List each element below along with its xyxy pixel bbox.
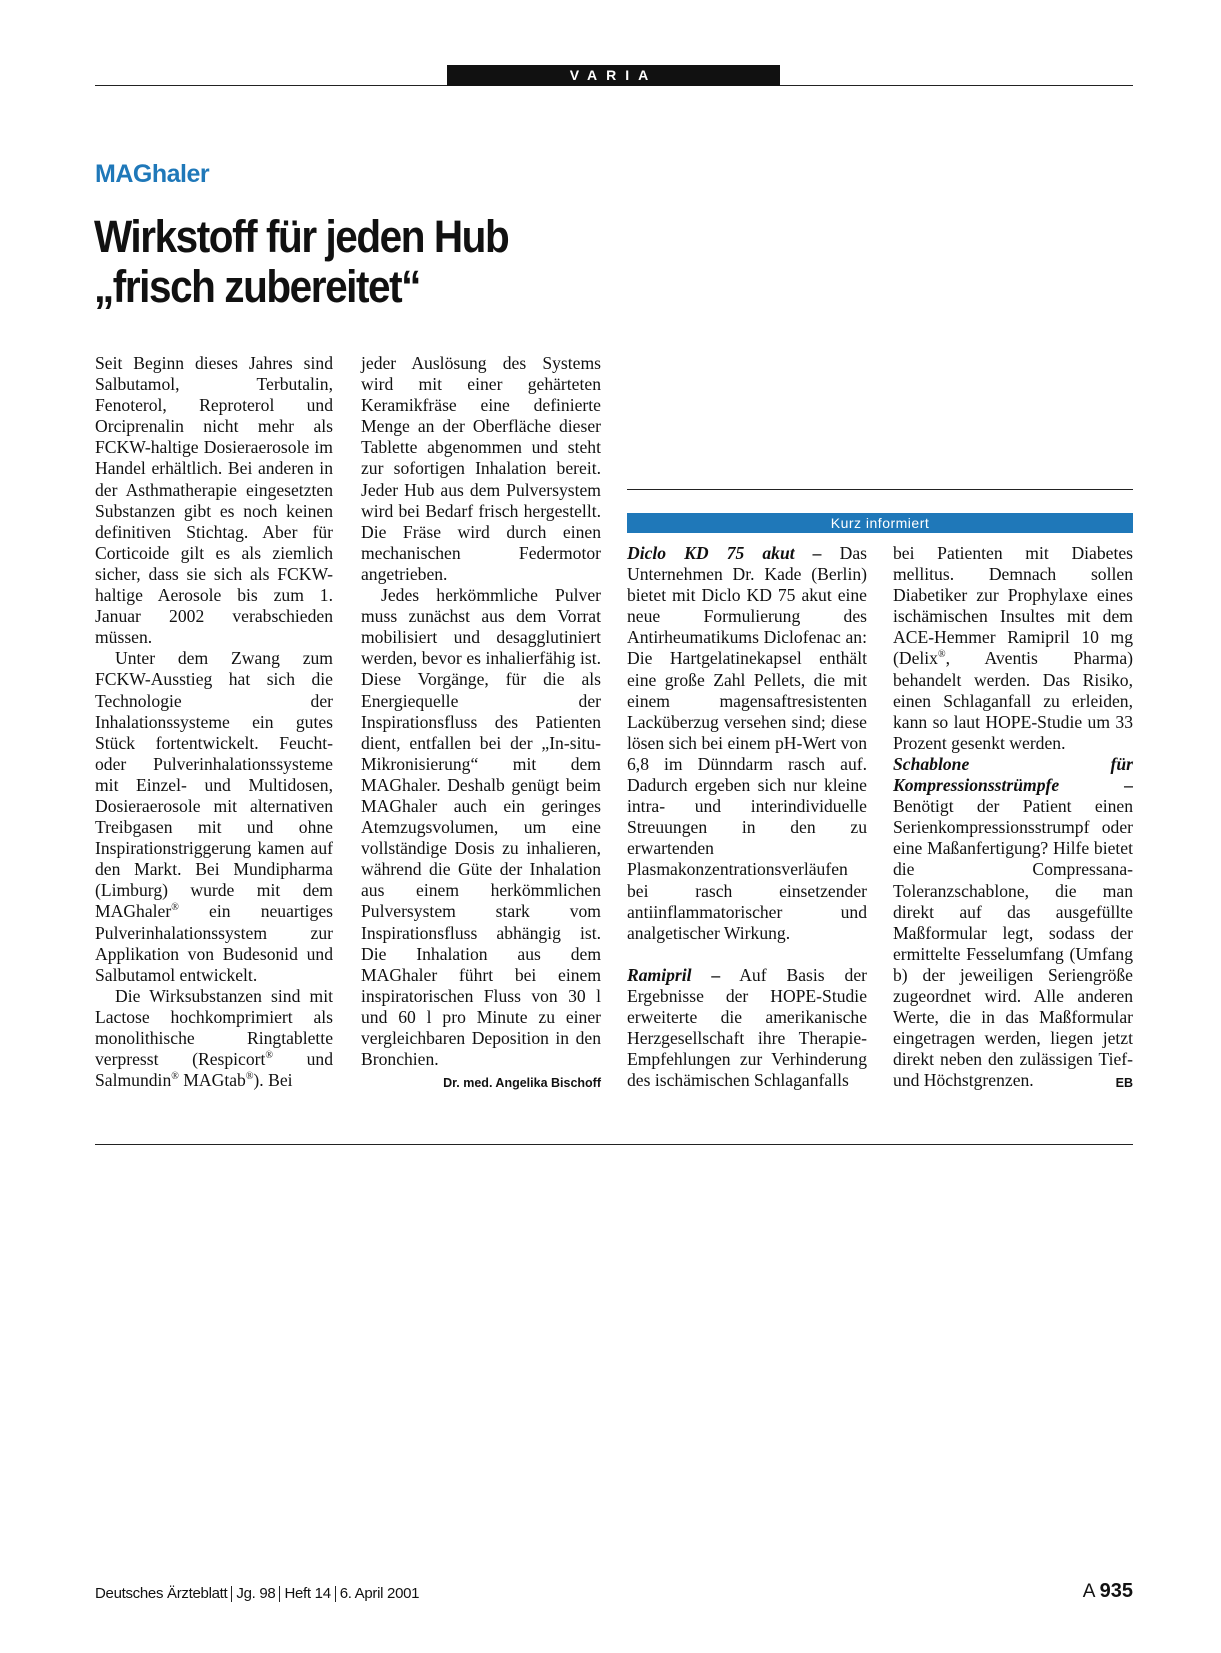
news-item-diclo: Diclo KD 75 akut – Das Unternehmen Dr. Kade (Berlin) bietet mit Diclo KD 75 akut eine neue Formulierung des Antirheumatikums Diclofenac an: Die Hartgelatinekapsel enthält eine große Zahl Pellets, die mit einem magensaftresistenten Lacküberzug versehen sind; diese lösen sich bei einem pH-Wert von 6,8 im Dünndarm rasch auf. Dadurch ergeben sich nur kleine intra- und interindividuelle Streuungen in den zu erwartenden Plasmakonzentrationsverläufen bei rasch einsetzender antiinflammatorischer und analgetischer Wirkung.: [627, 543, 867, 943]
sidebar-top-rule: [627, 489, 1133, 490]
issue: Heft 14: [284, 1585, 331, 1602]
headline-line-1: Wirkstoff für jeden Hub: [94, 211, 509, 262]
signature: EB: [1115, 1076, 1133, 1091]
article-kicker: MAGhaler: [95, 160, 210, 188]
issue-date: 6. April 2001: [339, 1585, 420, 1602]
sidebar-column-1: [627, 543, 867, 1091]
page-number: A 935: [1082, 1580, 1133, 1602]
footer-citation: [95, 1585, 419, 1602]
sidebar-title: Kurz informiert: [627, 513, 1133, 533]
news-item-schablone: Schablone für Kompressionsstrümpfe – Benötigt der Patient einen Serienkompressionsstrumpf oder eine Maßanfertigung? Hilfe bietet die Compressana-Toleranzschablone, die man direkt auf das ausgefüllte Maßformular legt, sodass der ermittelte Fesselumfang (Umfang b) der jeweiligen Seriengröße zugeordnet wird. Alle anderen Werte, die in das Maßformular eingetragen werden, liegen jetzt direkt neben den zulässigen Tief- und Höchstgrenzen. EB: [893, 754, 1133, 1092]
headline-line-2: „frisch zubereitet“: [94, 261, 420, 312]
registered-mark: ®: [171, 1071, 179, 1083]
volume: Jg. 98: [236, 1585, 276, 1602]
author-byline: Dr. med. Angelika Bischoff: [443, 1076, 601, 1091]
paragraph: Seit Beginn dieses Jahres sind Salbutamol, Terbutalin, Fenoterol, Reproterol und Orciprenalin nicht mehr als FCKW-haltige Dosieraerosole im Handel erhältlich. Bei anderen in der Asthmatherapie eingesetzten Substanzen gibt es noch keinen definitiven Stichtag. Aber für Corticoide gilt es als ziemlich sicher, dass sie sich als FCKW-haltige Aerosole bis zum 1. Januar 2002 verabschieden müssen.: [95, 353, 333, 648]
news-item-ramipril-continued: bei Patienten mit Diabetes mellitus. Demnach sollen Diabetiker zur Prophylaxe eines ischämischen Insultes mit dem ACE-Hemmer Ramipril 10 mg (Delix®, Aventis Pharma) behandelt werden. Das Risiko, einen Schlaganfall zu erleiden, kann so laut HOPE-Studie um 33 Prozent gesenkt werden.: [893, 543, 1134, 753]
registered-mark: ®: [265, 1050, 274, 1062]
journal-name: Deutsches Ärzteblatt: [95, 1585, 228, 1602]
article-headline: [94, 212, 598, 312]
article-column-2: [361, 353, 601, 1094]
paragraph: Unter dem Zwang zum FCKW-Ausstieg hat sich die Technologie der Inhalationssysteme ein gutes Stück fortentwickelt. Feucht- oder Pulverinhalationssysteme mit Einzel- und Multidosen, Dosieraerosole mit alternativen Treibgasen mit und ohne Inspirationstriggerung kamen auf den Markt. Bei Mundipharma (Limburg) wurde mit dem MAGhaler® ein neuartiges Pulverinhalationssystem zur Applikation von Budesonid und Salbutamol entwickelt.: [95, 648, 333, 985]
bottom-rule: [95, 1144, 1133, 1145]
paragraph: Die Wirksubstanzen sind mit Lactose hochkomprimiert als monolithische Ringtablette verpresst (Respicort® und Salmundin® MAGtab®). Bei: [95, 985, 333, 1091]
registered-mark: ®: [245, 1071, 254, 1083]
sidebar-column-2: [893, 543, 1133, 1094]
paragraph: jeder Auslösung des Systems wird mit einer gehärteten Keramikfräse eine definierte Menge an der Oberfläche dieser Tablette abgenommen und steht zur sofortigen Inhalation bereit. Jeder Hub aus dem Pulversystem wird bei Bedarf frisch hergestellt. Die Fräse wird durch einen mechanischen Federmotor angetrieben.: [361, 353, 601, 584]
news-item-ramipril: Ramipril – Auf Basis der Ergebnisse der HOPE-Studie erweiterte die amerikanische Herzgesellschaft ihre Therapie-Empfehlungen zur Verhinderung des ischämischen Schlaganfalls: [627, 964, 867, 1091]
registered-mark: ®: [171, 902, 179, 914]
section-label: VARIA: [447, 65, 780, 86]
registered-mark: ®: [937, 649, 946, 661]
paragraph: Jedes herkömmliche Pulver muss zunächst aus dem Vorrat mobilisiert und desagglutiniert werden, bevor es inhalierfähig ist. Diese Vorgänge, für die als Energiequelle der Inspirationsfluss des Patienten dient, entfallen bei der „In-situ-Mikronisierung“ mit dem MAGhaler. Deshalb genügt beim MAGhaler auch ein geringes Atemzugsvolumen, um eine vollständige Dosis zu inhalieren, während die Güte der Inhalation aus einem herkömmlichen Pulversystem stark vom Inspirationsfluss abhängig ist. Die Inhalation aus dem MAGhaler führt bei einem inspiratorischen Fluss von 30 l und 60 l pro Minute zu einer vergleichbaren Deposition in den Bronchien. Dr. med. Angelika Bischoff: [361, 585, 601, 1070]
article-column-1: [95, 353, 333, 1091]
